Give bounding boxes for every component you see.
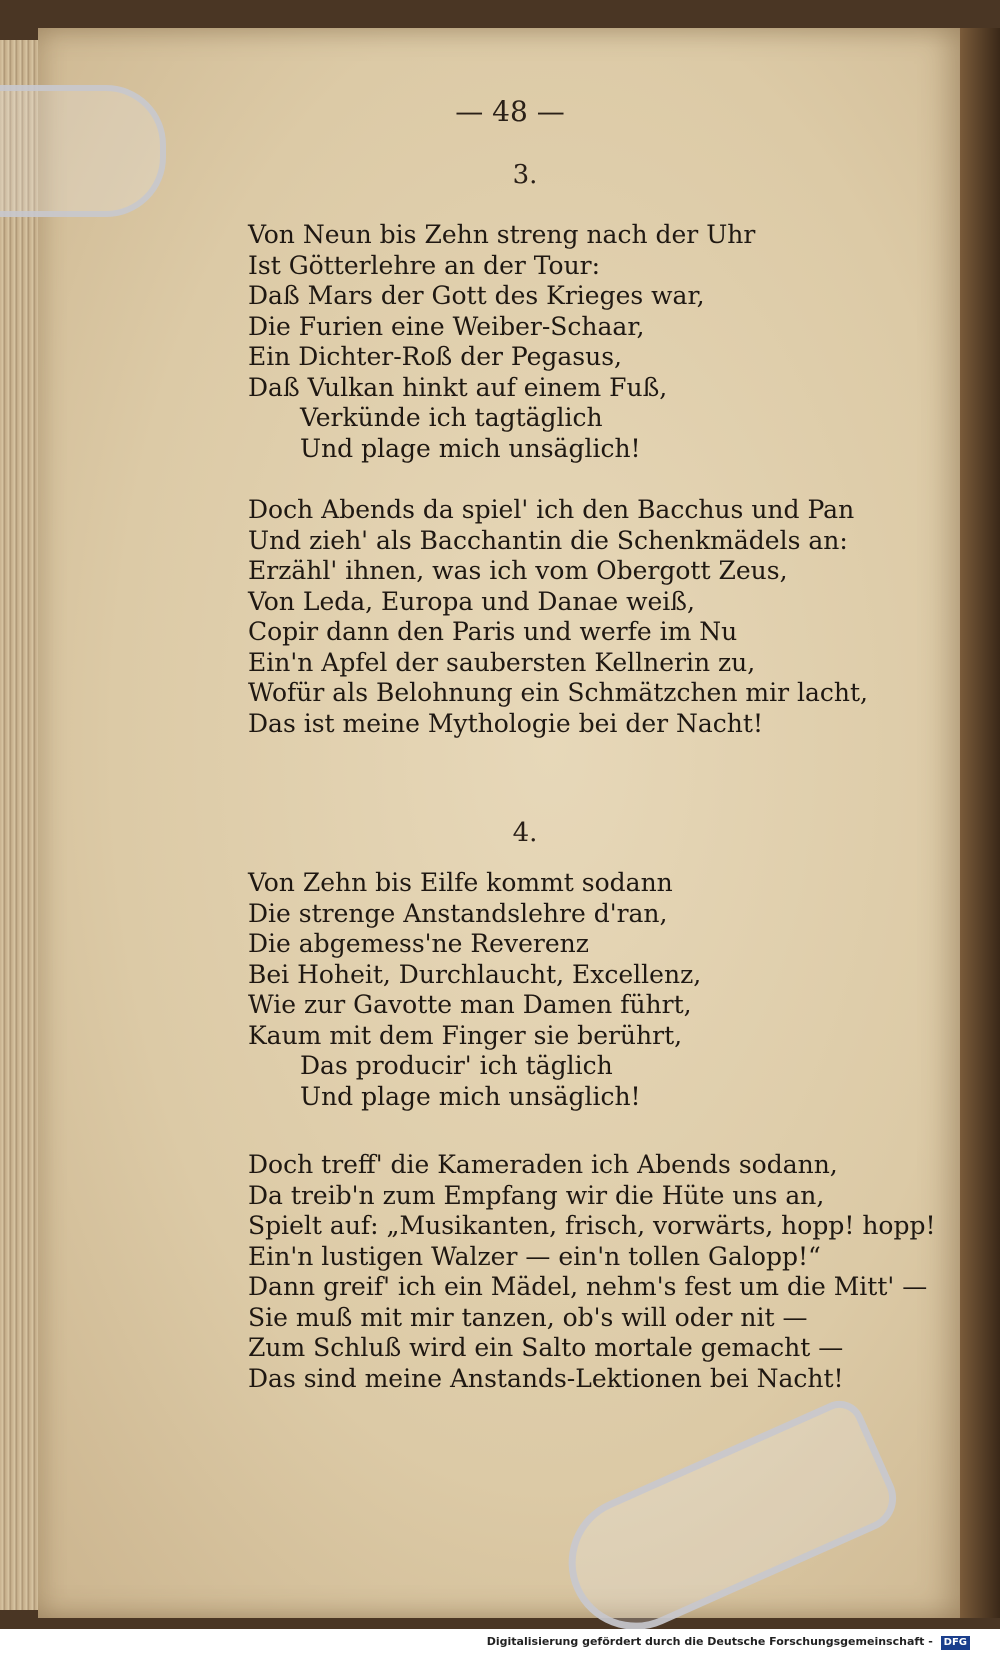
dfg-logo: DFG [941, 1636, 970, 1650]
verse-line: Kaum mit dem Finger sie berührt, [248, 1020, 683, 1050]
digitization-footer [0, 1629, 1000, 1655]
verse-line: Wofür als Belohnung ein Schmätzchen mir lacht, [248, 678, 868, 707]
verse-line: Wie zur Gavotte man Damen führt, [248, 990, 692, 1019]
stanza [248, 868, 701, 1112]
verse-line: Und zieh' als Bacchantin die Schenkmädels an: [248, 525, 848, 555]
verse-line: Die Furien eine Weiber-Schaar, [248, 311, 645, 341]
verse-line: Doch treff' die Kameraden ich Abends sodann, [248, 1150, 838, 1179]
verse-line: Daß Vulkan hinkt auf einem Fuß, [248, 372, 668, 402]
verse-line: Die strenge Anstandslehre d'ran, [248, 898, 668, 928]
verse-line: Ein'n lustigen Walzer — ein'n tollen Galopp!“ [248, 1241, 821, 1271]
verse-line: Sie muß mit mir tanzen, ob's will oder nit — [248, 1302, 808, 1332]
verse-line: Von Neun bis Zehn streng nach der Uhr [248, 220, 756, 249]
verse-line: Ein'n Apfel der saubersten Kellnerin zu, [248, 647, 756, 677]
verse-line: Erzähl' ihnen, was ich vom Obergott Zeus, [248, 556, 788, 585]
verse-line-indented: Und plage mich unsäglich! [300, 433, 641, 463]
verse-line: Da treib'n zum Empfang wir die Hüte uns an, [248, 1180, 825, 1210]
verse-line: Die abgemess'ne Reverenz [248, 929, 589, 958]
verse-line-indented: Verkünde ich tagtäglich [300, 403, 603, 432]
verse-line: Copir dann den Paris und werfe im Nu [248, 617, 738, 646]
section-number: 3. [512, 160, 538, 190]
verse-line: Von Leda, Europa und Danae weiß, [248, 586, 695, 616]
verse-line: Das ist meine Mythologie bei der Nacht! [248, 708, 764, 738]
verse-line: Dann greif' ich ein Mädel, nehm's fest um die Mitt' — [248, 1272, 928, 1301]
verse-line: Daß Mars der Gott des Krieges war, [248, 281, 705, 310]
footer-credit: Digitalisierung gefördert durch die Deutsche Forschungsgemeinschaft - [486, 1635, 933, 1648]
verse-line: Das sind meine Anstands-Lektionen bei Nacht! [248, 1363, 844, 1393]
verse-line: Spielt auf: „Musikanten, frisch, vorwärts, hopp! hopp! [248, 1211, 936, 1240]
page-number: — 48 — [455, 95, 565, 128]
verse-line: Zum Schluß wird ein Salto mortale gemacht — [248, 1333, 844, 1362]
verse-line-indented: Und plage mich unsäglich! [300, 1081, 641, 1111]
verse-line: Ist Götterlehre an der Tour: [248, 250, 601, 280]
verse-line: Doch Abends da spiel' ich den Bacchus und Pan [248, 495, 855, 524]
verse-line: Ein Dichter-Roß der Pegasus, [248, 342, 622, 371]
verse-line-indented: Das producir' ich täglich [300, 1051, 613, 1080]
stanza [248, 220, 755, 464]
stanza [248, 495, 868, 739]
section-number: 4. [512, 818, 538, 848]
verse-line: Bei Hoheit, Durchlaucht, Excellenz, [248, 959, 702, 989]
stanza [248, 1150, 936, 1394]
verse-line: Von Zehn bis Eilfe kommt sodann [248, 868, 673, 897]
